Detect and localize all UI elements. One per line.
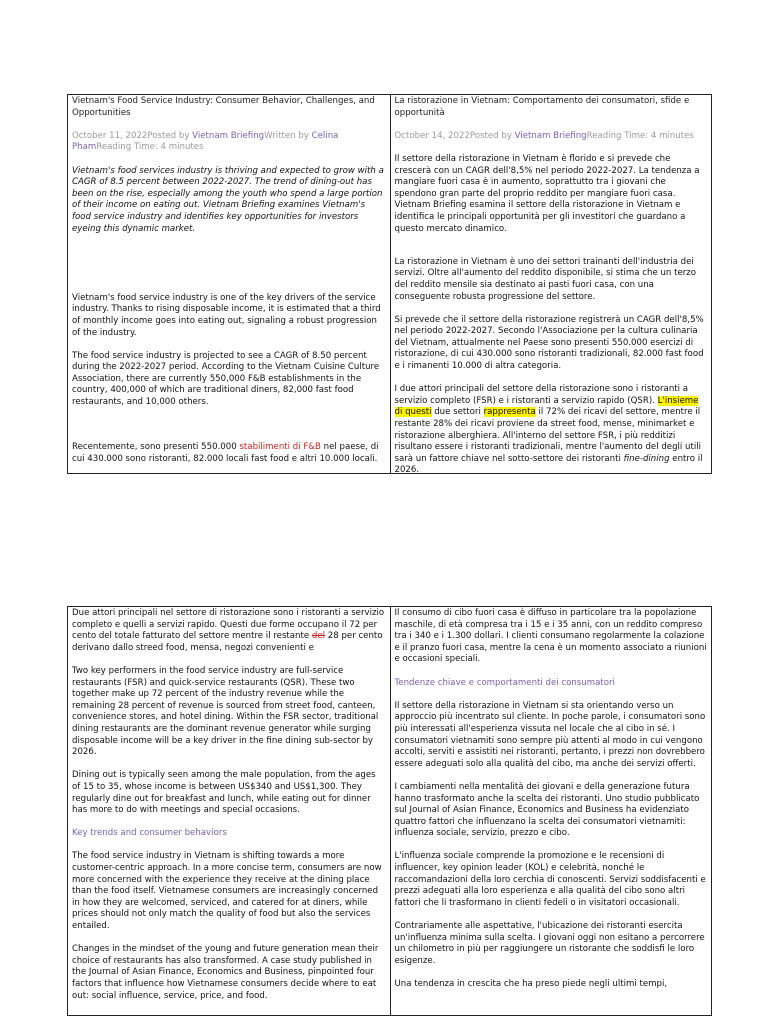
written-label: Written by	[264, 130, 312, 141]
text-run: I due attori principali del settore della ristorazione sono i ristoranti a servizio completo (FSR) e i ristoranti a servizio rapido (QSR).	[394, 384, 689, 406]
paragraph-en-5: The food service industry in Vietnam is shifting towards a more customer-centric approach. In a more concise term, consumers are now more concerned with the experience they receive at the dining place than the food itself. Vietnamese consumers are increasingly concerned in how they are welcomed, serviced, and catered for at diners, while prices should not only match the quality of food but also the services entailed.	[72, 851, 382, 932]
paragraph-it-2: Si prevede che il settore della ristorazione registrerà un CAGR dell'8,5% nel periodo 2022-2027. Secondo l'Associazione per la cultura culinaria del Vietnam, attualmente nel Paese sono presenti 550.000 esercizi di ristorazione, di cui 430.000 sono ristoranti tradizionali, 82.000 fast food e i rimanenti 10.000 di altra categoria.	[394, 314, 704, 372]
table-1-english-column	[68, 95, 390, 473]
table-2-right-column	[390, 607, 712, 1015]
text-run: due settori	[431, 407, 484, 418]
highlighted-term: stabilimenti di F&B	[239, 442, 321, 453]
paragraph-it-4: Il consumo di cibo fuori casa è diffuso in particolare tra la popolazione maschile, di età compresa tra i 15 e i 35 anni, con un reddito compreso tra i 340 e i 1.300 dollari. I clienti consumano regolarmente la colazione e il pranzo fuori casa, mentre la cena è un momento associato a riunioni e occasioni speciali.	[394, 608, 707, 665]
paragraph-it-9: Una tendenza in crescita che ha preso piede negli ultimi tempi,	[394, 979, 668, 989]
article-title-en: Vietnam's Food Service Industry: Consumer Behavior, Challenges, and Opportunities	[72, 96, 375, 118]
text-run: Recentemente, sono presenti 550.000	[72, 442, 240, 453]
author-link[interactable]: Celina Pham	[72, 130, 339, 153]
table-2	[67, 606, 712, 1016]
article-meta-en	[72, 131, 386, 154]
strikethrough-word: del	[311, 631, 326, 642]
spacer	[72, 247, 386, 293]
text-run: entro il 2026.	[394, 453, 703, 473]
table-1	[67, 94, 712, 474]
spacer	[395, 247, 708, 257]
paragraph-it-5: Il settore della ristorazione in Vietnam si sta orientando verso un approccio più incentrato sul cliente. In poche parole, i consumatori sono più interessati all'esperienza vissuta nel locale che al cibo in sé. I consumatori vietnamiti sono sempre più attenti al modo in cui vengono accolti, serviti e assistiti nei ristoranti, pertanto, i prezzi non dovrebbero essere adeguati solo alla qualità del cibo, ma anche dei servizi offerti.	[394, 700, 706, 769]
section-heading-it: Tendenze chiave e comportamenti dei consumatori	[394, 677, 615, 688]
text-run: il 72% dei ricavi del settore, mentre il restante 28% dei ricavi proviene da street food, mense, minimarket e ristorazione alberghiera. All'interno del settore FSR, i più redditizi risultano essere i ristoranti tradizionali, mentre l'aumento del degli utili sarà un fattore chiave nel sotto-settore dei ristoranti	[394, 407, 702, 464]
post-date: October 14, 2022	[394, 130, 470, 141]
spacer	[72, 420, 386, 442]
paragraph-en-4: Dining out is typically seen among the male population, from the ages of 15 to 35, whose income is between US$340 and US$1,300. They regularly dine out for breakfast and lunch, while eating out for dinner has more to do with meetings and special occasions.	[72, 770, 376, 816]
article-meta-it	[395, 131, 708, 143]
posted-label: Posted by	[469, 130, 515, 141]
text-run: 28 per cento derivano dallo streed food, mensa, negozi convenienti e	[72, 631, 383, 653]
text-run: Due attori principali nel settore di ristorazione sono i ristoranti a servizio completo e quelli a servizi rapido. Questi due forme occupano il 72 per cento del totale fatturato del settore mentre il restante	[72, 608, 385, 642]
table-1-italian-column	[390, 95, 712, 473]
paragraph-it-1: La ristorazione in Vietnam è uno dei settori trainanti dell'industria dei servizi. Oltre all'aumento del reddito disponibile, si stima che un terzo del reddito mensile sia destinato ai pasti fuori casa, con una conseguente robusta progressione del settore.	[394, 256, 697, 302]
paragraph-it-3	[395, 384, 708, 473]
posted-by-link[interactable]: Vietnam Briefing	[514, 130, 587, 141]
lead-paragraph-en: Vietnam's food services industry is thriving and expected to grow with a CAGR of 8.5 percent between 2022-2027. The trend of dining-out has been on the rise, especially among the youth who spend a large portion of their income on eating out. Vietnam Briefing examines Vietnam's food service industry and identifies key opportunities for investors eyeing this dynamic market.	[72, 165, 384, 234]
paragraph-it-7: L'influenza sociale comprende la promozione e le recensioni di influencer, key opinion leader (KOL) e celebrità, nonché le raccomandazioni della loro cerchia di conoscenti. Servizi soddisfacenti e prezzi adeguati alla loro esperienza e alla qualità del cibo sono altri fattori che li trasformano in clienti fedeli o in visitatori occasionali.	[394, 851, 706, 908]
paragraph-it-8: Contrariamente alle aspettative, l'ubicazione dei ristoranti esercita un'influenza minima sulla scelta. I giovani oggi non esitano a percorrere un chilometro in più per raggiungere un ristorante che soddisfi le loro esigenze.	[394, 921, 705, 966]
paragraph-en-2: The food service industry is projected to see a CAGR of 8.50 percent during the 2022-2027 period. According to the Vietnam Cuisine Culture Association, there are currently 550,000 F&B establishments in the country, 400,000 of which are traditional diners, 82,000 fast food restaurants, and 10,000 others.	[72, 350, 380, 408]
posted-label: Posted by	[147, 130, 193, 141]
paragraph-en-1: Vietnam's food service industry is one of the key drivers of the service industry. Thanks to rising disposable income, it is estimated that a third of monthly income goes into eating out, signaling a robust progression of the industry.	[72, 292, 381, 338]
paragraph-it-draft-2	[72, 608, 386, 654]
reading-time: Reading Time: 4 minutes	[586, 130, 694, 141]
posted-by-link[interactable]: Vietnam Briefing	[192, 130, 265, 141]
paragraph-en-3: Two key performers in the food service industry are full-service restaurants (FSR) and quick-service restaurants (QSR). These two together make up 72 percent of the industry revenue while the remaining 28 percent of revenue is sourced from street food, canteen, convenience stores, and hotel dining. Within the FSR sector, traditional dining restaurants are the dominant revenue generator while surging disposable income will be a key driver in the fine dining sub-sector by 2026.	[72, 665, 379, 758]
paragraph-it-draft	[72, 442, 386, 465]
italic-term: fine-dining	[623, 453, 670, 464]
section-heading-en: Key trends and consumer behaviors	[72, 828, 227, 839]
paragraph-it-6: I cambiamenti nella mentalità dei giovani e della generazione futura hanno trasformato anche la scelta dei ristoranti. Uno studio pubblicato sul Journal of Asian Finance, Economics and Business ha evidenziato quattro fattori che influenzano la scelta dei consumatori vietnamiti: influenza sociale, servizio, prezzo e cibo.	[394, 781, 700, 839]
lead-paragraph-it: Il settore della ristorazione in Vietnam è florido e si prevede che crescerà con un CAGR dell'8,5% nel periodo 2022-2027. La tendenza a mangiare fuori casa è in aumento, soprattutto tra i giovani che spendono gran parte del proprio reddito per mangiare fuori casa. Vietnam Briefing esamina il settore della ristorazione in Vietnam e identifica le principali opportunità per gli investitori che guardano a questo mercato dinamico.	[394, 153, 700, 234]
post-date: October 11, 2022	[72, 130, 148, 141]
text-run: nel paese, di cui 430.000 sono ristoranti, 82.000 locali fast food e altri 10.000 locali.	[72, 442, 379, 464]
reading-time: Reading Time: 4 minutes	[96, 142, 204, 153]
highlight-1: L'insieme di questi	[394, 395, 699, 418]
article-title-it: La ristorazione in Vietnam: Comportamento dei consumatori, sfide e opportunità	[394, 96, 690, 118]
paragraph-en-6: Changes in the mindset of the young and future generation mean their choice of restaurants has also transformed. A case study published in the Journal of Asian Finance, Economics and Business, pinpointed four factors that influence how Vietnamese consumers decide where to eat out: social influence, service, price, and food.	[72, 944, 379, 1001]
table-2-left-column	[68, 607, 390, 1015]
highlight-2: rappresenta	[483, 407, 536, 418]
